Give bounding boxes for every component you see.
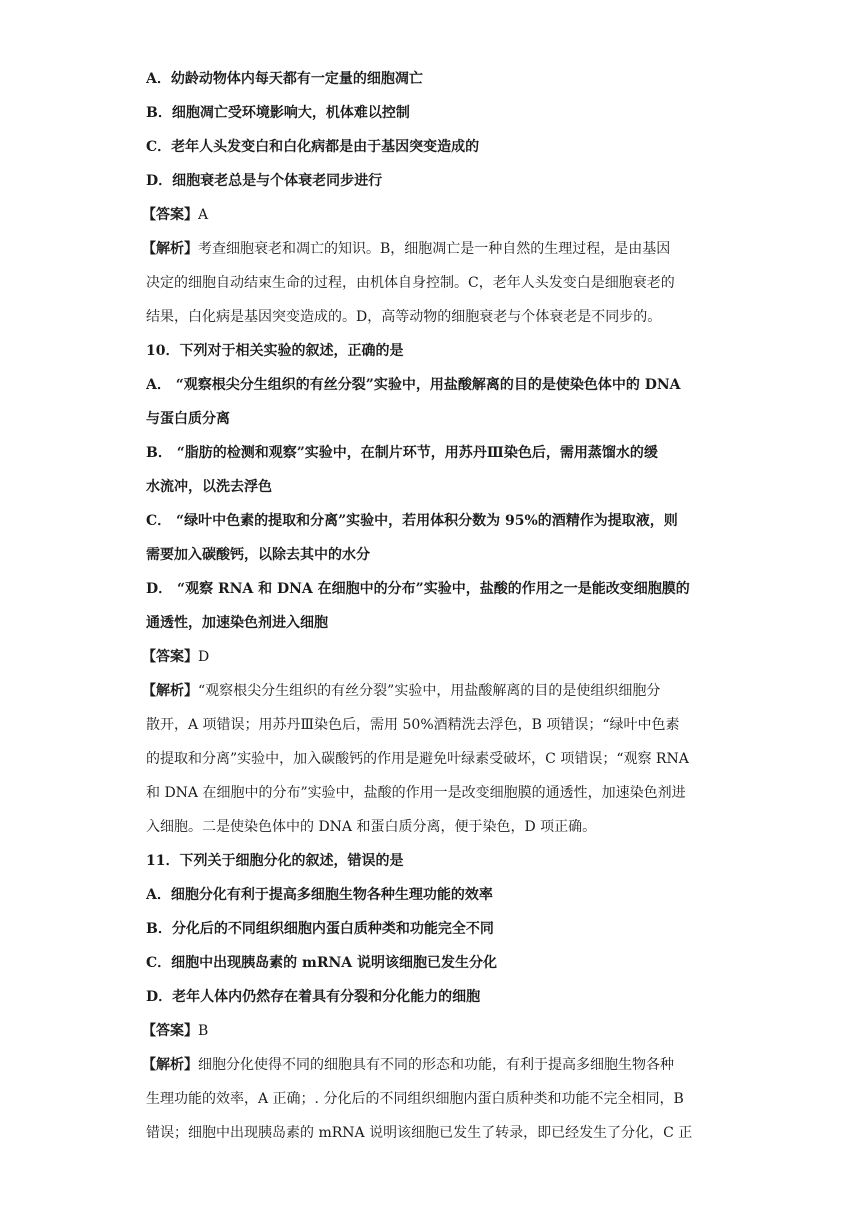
q10-option-b-line-2: 水流冲，以洗去浮色 xyxy=(146,479,272,495)
q11-answer xyxy=(142,1014,716,1048)
analysis-tag: 【解析】 xyxy=(142,683,198,699)
answer-value: B xyxy=(198,1023,209,1039)
q9-analysis-line-2: 决定的细胞自动结束生命的过程，由机体自身控制。C，老年人头发变白是细胞衰老的 xyxy=(146,275,675,291)
q9-answer xyxy=(142,198,716,232)
q11-option-a: A．细胞分化有利于提高多细胞生物各种生理功能的效率 xyxy=(146,887,493,903)
answer-value: D xyxy=(198,649,210,665)
q10-option-c-line-1: C． “绿叶中色素的提取和分离”实验中，若用体积分数为 95%的酒精作为提取液，则 xyxy=(146,513,678,529)
q11-stem: 11．下列关于细胞分化的叙述，错误的是 xyxy=(146,853,404,869)
q10-analysis-line-3: 的提取和分离”实验中，加入碳酸钙的作用是避免叶绿素受破坏，C 项错误；“观察 RNA xyxy=(146,751,689,767)
q10-analysis-line-1 xyxy=(142,674,716,708)
q10-analysis-line-5: 入细胞。二是使染色体中的 DNA 和蛋白质分离，便于染色，D 项正确。 xyxy=(146,819,597,835)
analysis-text: 考查细胞衰老和凋亡的知识。B，细胞凋亡是一种自然的生理过程，是由基因 xyxy=(198,241,671,257)
q10-option-c-line-2: 需要加入碳酸钙，以除去其中的水分 xyxy=(146,547,370,563)
q9-option-c: C．老年人头发变白和白化病都是由于基因突变造成的 xyxy=(146,139,480,155)
q11-option-d: D．老年人体内仍然存在着具有分裂和分化能力的细胞 xyxy=(146,989,481,1005)
answer-tag: 【答案】 xyxy=(142,1023,198,1039)
analysis-text: 细胞分化使得不同的细胞具有不同的形态和功能，有利于提高多细胞生物各种 xyxy=(198,1057,674,1073)
q11-analysis-line-1 xyxy=(142,1048,716,1082)
answer-tag: 【答案】 xyxy=(142,207,198,223)
q11-analysis-line-3: 错误；细胞中出现胰岛素的 mRNA 说明该细胞已发生了转录，即已经发生了分化，C 正 xyxy=(146,1125,693,1141)
answer-value: A xyxy=(198,207,209,223)
q10-option-d-line-1: D． “观察 RNA 和 DNA 在细胞中的分布”实验中，盐酸的作用之一是能改变细胞膜的 xyxy=(146,581,690,597)
q10-stem: 10．下列对于相关实验的叙述，正确的是 xyxy=(146,343,404,359)
q11-analysis-line-2: 生理功能的效率，A 正确；. 分化后的不同组织细胞内蛋白质种类和功能不完全相同，B xyxy=(146,1091,684,1107)
q10-analysis-line-4: 和 DNA 在细胞中的分布”实验中，盐酸的作用一是改变细胞膜的通透性，加速染色剂进 xyxy=(146,785,686,801)
q10-analysis-line-2: 散开，A 项错误；用苏丹Ⅲ染色后，需用 50%酒精洗去浮色，B 项错误；“绿叶中色素 xyxy=(146,717,680,733)
q10-option-a-line-2: 与蛋白质分离 xyxy=(146,411,230,427)
q9-analysis-line-3: 结果，白化病是基因突变造成的。D，高等动物的细胞衰老与个体衰老是不同步的。 xyxy=(146,309,662,325)
q10-option-a-line-1: A． “观察根尖分生组织的有丝分裂”实验中，用盐酸解离的目的是使染色体中的 DNA xyxy=(146,377,681,393)
q11-option-c: C．细胞中出现胰岛素的 mRNA 说明该细胞已发生分化 xyxy=(146,955,497,971)
analysis-tag: 【解析】 xyxy=(142,241,198,257)
document-page xyxy=(142,62,716,1150)
q10-option-d-line-2: 通透性，加速染色剂进入细胞 xyxy=(146,615,328,631)
q10-answer xyxy=(142,640,716,674)
q11-option-b: B．分化后的不同组织细胞内蛋白质种类和功能完全不同 xyxy=(146,921,494,937)
q9-analysis-line-1 xyxy=(142,232,716,266)
answer-tag: 【答案】 xyxy=(142,649,198,665)
q9-option-b: B．细胞凋亡受环境影响大，机体难以控制 xyxy=(146,105,410,121)
analysis-tag: 【解析】 xyxy=(142,1057,198,1073)
analysis-text: “观察根尖分生组织的有丝分裂”实验中，用盐酸解离的目的是使组织细胞分 xyxy=(198,683,661,699)
q9-option-d: D．细胞衰老总是与个体衰老同步进行 xyxy=(146,173,383,189)
q10-option-b-line-1: B． “脂肪的检测和观察”实验中，在制片环节，用苏丹Ⅲ染色后，需用蒸馏水的缓 xyxy=(146,445,658,461)
q9-option-a: A．幼龄动物体内每天都有一定量的细胞凋亡 xyxy=(146,71,423,87)
